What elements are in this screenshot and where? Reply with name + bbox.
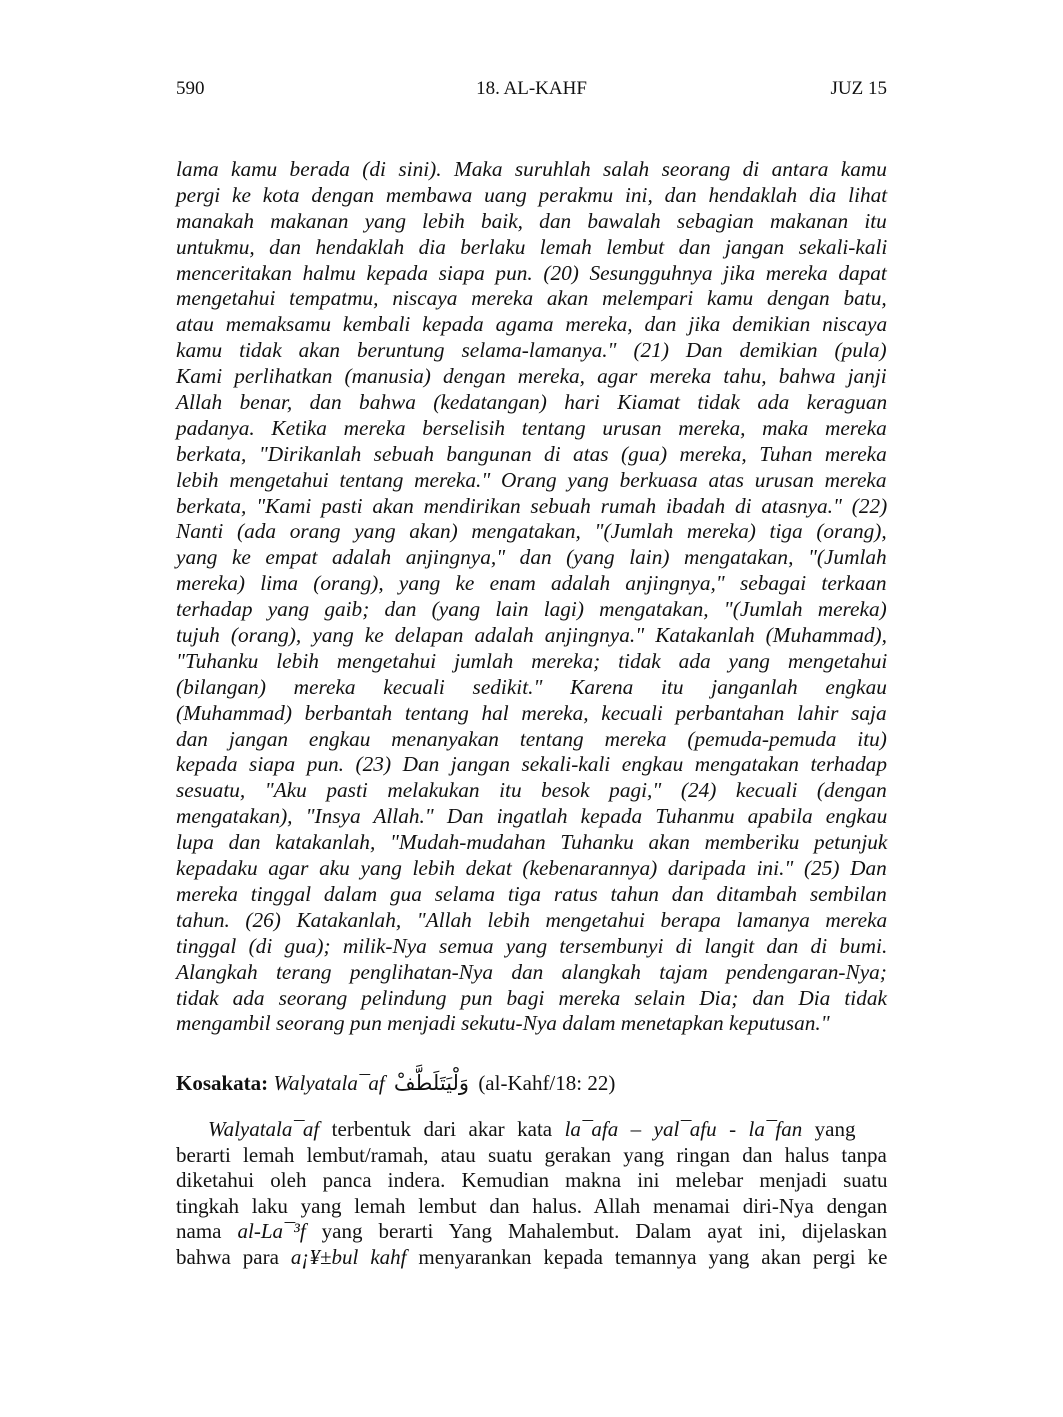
translation-line: mengatakan), "Insya Allah." Dan ingatlah kepada Tuhanmu apabila engkau bbox=[176, 804, 888, 829]
translation-line: tinggal (di gua); milik-Nya semua yang tersembunyi di langit dan di bumi. bbox=[176, 933, 888, 958]
translation-line: "Tuhanku lebih mengetahui jumlah mereka; tidak ada yang mengetahui bbox=[176, 648, 888, 673]
translation-line: (Muhammad) berbantah tentang hal mereka, kecuali perbantahan lahir saja bbox=[176, 700, 887, 725]
translation-line: Kami perlihatkan (manusia) dengan mereka, agar mereka tahu, bahwa janji bbox=[176, 364, 887, 389]
translation-line: lupa dan katakanlah, "Mudah-mudahan Tuhanku akan memberiku petunjuk bbox=[176, 830, 888, 855]
explanation-line bbox=[176, 1245, 887, 1271]
term: Walyatala¯af bbox=[208, 1117, 320, 1141]
translation-line: dan jangan engkau menanyakan tentang mereka (pemuda-pemuda itu) bbox=[176, 726, 887, 751]
translation-line: (bilangan) mereka kecuali sedikit." Karena itu janganlah engkau bbox=[176, 674, 887, 699]
page-number: 590 bbox=[176, 78, 205, 99]
vocabulary-label: Kosakata: bbox=[176, 1071, 269, 1095]
translation-line: pergi ke kota dengan membawa uang perakmu ini, dan hendaklah dia lihat bbox=[176, 182, 888, 207]
explanation-line: tingkah laku yang lemah lembut dan halus. Allah menamai diri-Nya dengan bbox=[176, 1193, 888, 1218]
translation-line: mereka tinggal dalam gua selama tiga ratus tahun dan ditambah sembilan bbox=[176, 881, 887, 906]
translation-line: Nanti (ada orang yang akan) mengatakan, "(Jumlah mereka) tiga (orang), bbox=[176, 519, 887, 544]
separator: – bbox=[618, 1117, 654, 1141]
explanation-line: berarti lemah lembut/ramah, atau suatu gerakan yang ringan dan halus tanpa bbox=[176, 1142, 887, 1167]
translation-line: kepada siapa pun. (23) Dan jangan sekali-kali engkau mengatakan terhadap bbox=[176, 752, 887, 777]
text: yang bbox=[802, 1117, 856, 1141]
translation-line: tidak ada seorang pelindung pun bagi mereka selain Dia; dan Dia tidak bbox=[176, 985, 887, 1010]
translation-line: berkata, "Dirikanlah sebuah bangunan di atas (gua) mereka, Tuhan mereka bbox=[176, 441, 887, 466]
explanation-line: diketahui oleh panca indera. Kemudian makna ini melebar menjadi suatu bbox=[176, 1168, 888, 1192]
explanation-line bbox=[176, 1219, 887, 1245]
term: a¡¥±bul kahf bbox=[290, 1244, 407, 1269]
vocabulary-term: Walyatala¯af bbox=[273, 1071, 385, 1095]
vocabulary-heading bbox=[176, 1068, 887, 1098]
verse-translation bbox=[176, 157, 887, 1037]
chapter-title: 18. AL-KAHF bbox=[476, 78, 587, 99]
translation-line: berkata, "Kami pasti akan mendirikan sebuah rumah ibadah di atasnya." (22) bbox=[176, 493, 888, 518]
translation-line: lama kamu berada (di sini). Maka suruhlah salah seorang di antara kamu bbox=[176, 157, 887, 181]
translation-line: kamu tidak akan beruntung selama-lamanya." (21) Dan demikian (pula) bbox=[176, 338, 887, 363]
root-word: yal¯afu bbox=[653, 1117, 717, 1141]
separator: - bbox=[716, 1117, 749, 1141]
translation-line: atau memaksamu kembali kepada agama mereka, dan jika demikian niscaya bbox=[176, 312, 888, 337]
translation-line: terhadap yang gaib; dan (yang lain lagi) mengatakan, "(Jumlah mereka) bbox=[176, 597, 887, 622]
verse-reference: (al-Kahf/18: 22) bbox=[478, 1071, 616, 1095]
translation-line: mengetahui tempatmu, niscaya mereka akan melempari kamu dengan batu, bbox=[176, 286, 887, 311]
translation-line: Allah benar, dan bahwa (kedatangan) hari Kiamat tidak ada keraguan bbox=[176, 390, 888, 415]
translation-line: Alangkah terang penglihatan-Nya dan alangkah tajam pendengaran-Nya; bbox=[176, 959, 887, 984]
text: menyarankan kepada temannya yang akan pergi ke bbox=[406, 1244, 888, 1269]
translation-line: sesuatu, "Aku pasti melakukan itu besok pagi," (24) kecuali (dengan bbox=[176, 778, 887, 803]
arabic-word: وَلْيَتَلَطَّفْ bbox=[393, 1071, 470, 1095]
text: bahwa para bbox=[176, 1244, 291, 1269]
translation-line: padanya. Ketika mereka berselisih tentang urusan mereka, maka mereka bbox=[176, 415, 887, 440]
translation-line: lebih mengetahui tentang mereka." Orang yang berkuasa atas urusan mereka bbox=[176, 467, 887, 492]
translation-line: kepadaku agar aku yang lebih dekat (kebenarannya) daripada ini." (25) Dan bbox=[176, 856, 887, 881]
translation-line: menceritakan halmu kepada siapa pun. (20) Sesungguhnya jika mereka dapat bbox=[176, 260, 887, 285]
divine-name: al-La¯³f bbox=[237, 1219, 306, 1243]
translation-line: mereka) lima (orang), yang ke enam adalah anjingnya," sebagai terkaan bbox=[176, 571, 887, 596]
text: nama bbox=[176, 1219, 238, 1243]
root-word: la¯afa bbox=[564, 1117, 619, 1141]
vocabulary-explanation bbox=[176, 1117, 887, 1270]
explanation-line bbox=[176, 1117, 887, 1143]
text: terbentuk dari akar kata bbox=[319, 1117, 565, 1141]
translation-line: untukmu, dan hendaklah dia berlaku lemah lembut dan jangan sekali-kali bbox=[176, 234, 888, 259]
juz-label: JUZ 15 bbox=[830, 78, 887, 99]
root-word: la¯fan bbox=[748, 1117, 803, 1141]
text: yang berarti Yang Mahalembut. Dalam ayat ini, dijelaskan bbox=[305, 1219, 887, 1243]
translation-line: tujuh (orang), yang ke delapan adalah anjingnya." Katakanlah (Muhammad), bbox=[176, 623, 887, 648]
running-head bbox=[176, 76, 887, 102]
translation-line: mengambil seorang pun menjadi sekutu-Nya dalam menetapkan keputusan." bbox=[176, 1011, 830, 1036]
translation-line: yang ke empat adalah anjingnya," dan (yang lain) mengatakan, "(Jumlah bbox=[176, 545, 887, 570]
translation-line: tahun. (26) Katakanlah, "Allah lebih mengetahui berapa lamanya mereka bbox=[176, 907, 888, 932]
translation-line: manakah makanan yang lebih baik, dan bawalah sebagian makanan itu bbox=[176, 208, 887, 233]
